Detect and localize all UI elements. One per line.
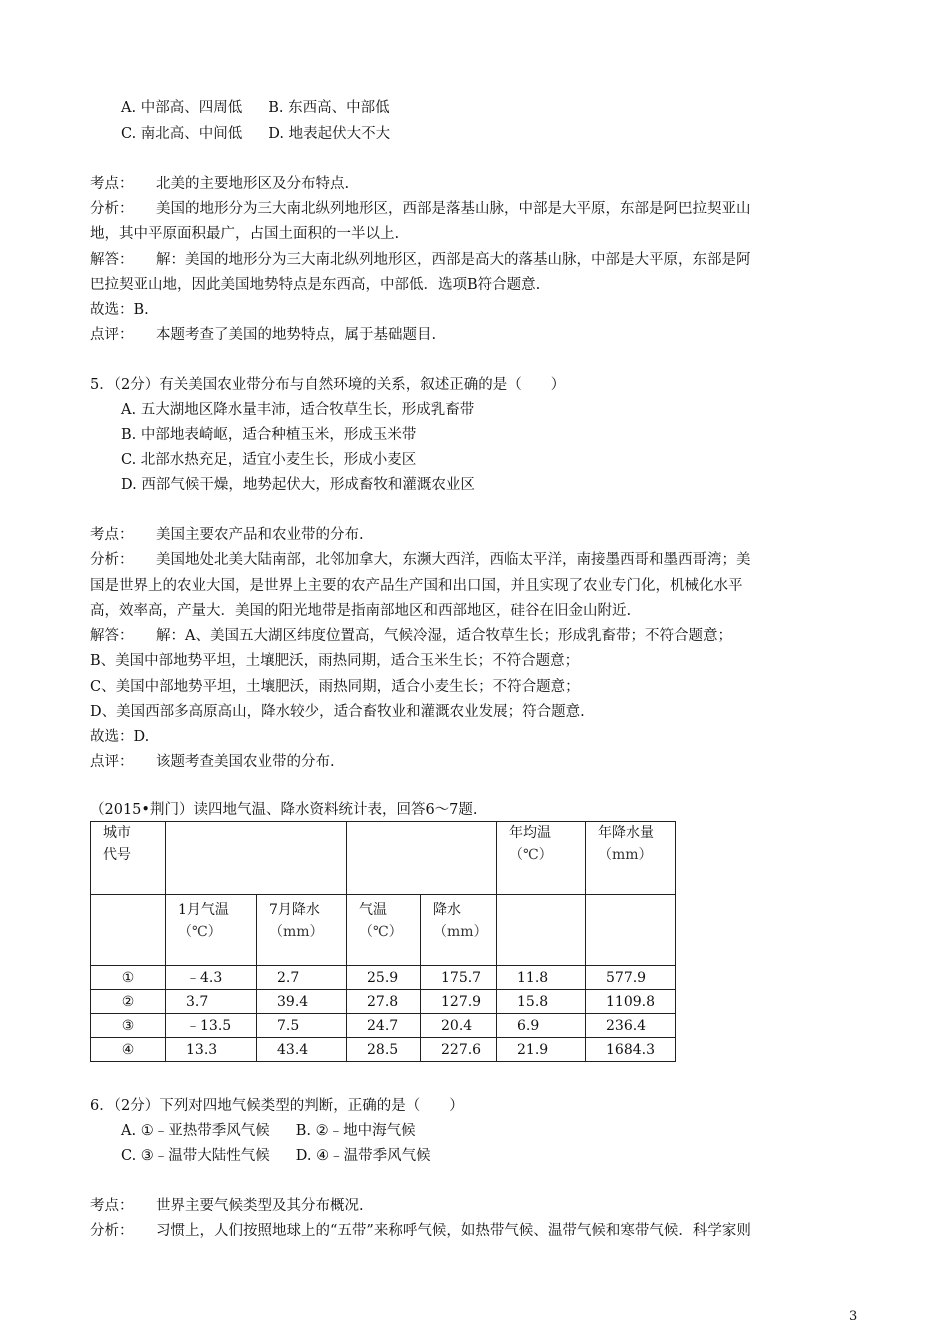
q4-option-row-2 [121, 124, 390, 144]
q6-option-b: B. ②﹣地中海气候 [295, 1123, 416, 1139]
climate-data-table [90, 821, 676, 1062]
table-cell: 2.7 [257, 966, 347, 990]
table-cell: 25.9 [347, 966, 421, 990]
table-row [91, 966, 676, 990]
table-cell: 127.9 [421, 990, 497, 1014]
table-cell: 13.3 [166, 1038, 257, 1062]
q5-option-a: A. 五大湖地区降水量丰沛，适合牧草生长，形成乳畜带 [121, 402, 475, 418]
q5-stem: 5．（2分）有关美国农业带分布与自然环境的关系，叙述正确的是（ ） [90, 377, 566, 393]
q5-option-c: C. 北部水热充足，适宜小麦生长，形成小麦区 [121, 452, 417, 468]
table-header-row [91, 822, 676, 895]
fenxi-label: 分析： [90, 201, 134, 217]
table-cell: 1684.3 [586, 1038, 676, 1062]
q6-option-row-1 [121, 1121, 416, 1141]
header-blank-2 [347, 822, 497, 895]
table-cell: 11.8 [497, 966, 586, 990]
q5-jieda-c: C、美国中部地势平坦，土壤肥沃，雨热同期，适合小麦生长；不符合题意； [90, 679, 580, 695]
table-cell: 27.8 [347, 990, 421, 1014]
q5-option-b: B. 中部地表崎岖，适合种植玉米，形成玉米带 [121, 427, 417, 443]
jieda-label: 解答： [90, 252, 134, 268]
q6-option-row-2 [121, 1146, 431, 1166]
q4-option-b: B. 东西高、中部低 [268, 100, 390, 116]
kaodian-label: 考点： [90, 176, 134, 192]
q4-option-d: D. 地表起伏大不大 [268, 126, 391, 142]
table-cell: ② [91, 990, 166, 1014]
q4-answer: 故选：B. [90, 302, 149, 318]
header-annual-temp: 年均温 （℃） [497, 822, 586, 895]
kaodian-text: 北美的主要地形区及分布特点. [156, 176, 350, 192]
q6-option-d: D. ④﹣温带季风气候 [295, 1148, 431, 1164]
table-subheader-row [91, 895, 676, 966]
q4-option-a: A. 中部高、四周低 [121, 100, 243, 116]
page-number: 3 [849, 1309, 858, 1324]
subheader-blank-3 [586, 895, 676, 966]
table-cell: 6.9 [497, 1014, 586, 1038]
q5-jieda-d: D、美国西部多高原高山，降水较少，适合畜牧业和灌溉农业发展；符合题意. [90, 704, 585, 720]
q6-fenxi [90, 1221, 751, 1241]
kaodian-label: 考点： [90, 1198, 134, 1214]
q4-kaodian [90, 174, 349, 194]
jieda-text: 解：美国的地形分为三大南北纵列地形区，西部是高大的落基山脉，中部是大平原，东部是阿 [156, 252, 751, 268]
table-cell: ③ [91, 1014, 166, 1038]
jieda-label: 解答： [90, 628, 134, 644]
table-cell: 43.4 [257, 1038, 347, 1062]
table-row [91, 1014, 676, 1038]
table-intro: （2015•荆门）读四地气温、降水资料统计表，回答6～7题. [90, 802, 478, 818]
kaodian-label: 考点： [90, 527, 134, 543]
q5-jieda-b: B、美国中部地势平坦，土壤肥沃，雨热同期，适合玉米生长；不符合题意； [90, 653, 580, 669]
fenxi-label: 分析： [90, 1223, 134, 1239]
q4-option-c: C. 南北高、中间低 [121, 126, 243, 142]
table-cell: ﹣13.5 [166, 1014, 257, 1038]
kaodian-text: 世界主要气候类型及其分布概况. [156, 1198, 364, 1214]
q5-jieda [90, 626, 732, 646]
dianping-text: 本题考查了美国的地势特点，属于基础题目. [156, 327, 437, 343]
table-cell: ④ [91, 1038, 166, 1062]
q5-dianping [90, 752, 335, 772]
q4-dianping [90, 325, 436, 345]
table-cell: 28.5 [347, 1038, 421, 1062]
kaodian-text: 美国主要农产品和农业带的分布. [156, 527, 364, 543]
table-cell: 24.7 [347, 1014, 421, 1038]
q5-option-d: D. 西部气候干燥，地势起伏大，形成畜牧和灌溉农业区 [121, 477, 475, 493]
q4-fenxi [90, 199, 751, 219]
q5-fenxi-cont-1: 国是世界上的农业大国，是世界上主要的农产品生产国和出口国，并且实现了农业专门化，机械化水平 [90, 578, 743, 594]
table-row [91, 990, 676, 1014]
subheader-jan-temp: 1月气温 （℃） [166, 895, 257, 966]
subheader-jul-precip: 7月降水 （mm） [257, 895, 347, 966]
table-row [91, 1038, 676, 1062]
q6-option-a: A. ①﹣亚热带季风气候 [121, 1123, 270, 1139]
table-cell: 577.9 [586, 966, 676, 990]
header-city-code: 城市 代号 [91, 822, 166, 895]
fenxi-text: 习惯上，人们按照地球上的“五带”来称呼气候，如热带气候、温带气候和寒带气候．科学家则 [156, 1223, 751, 1239]
q6-kaodian [90, 1196, 364, 1216]
header-annual-precip: 年降水量 （mm） [586, 822, 676, 895]
table-cell: 227.6 [421, 1038, 497, 1062]
table-cell: 7.5 [257, 1014, 347, 1038]
q6-option-c: C. ③﹣温带大陆性气候 [121, 1148, 270, 1164]
fenxi-text: 美国的地形分为三大南北纵列地形区，西部是落基山脉，中部是大平原，东部是阿巴拉契亚山 [156, 201, 751, 217]
dianping-text: 该题考查美国农业带的分布. [156, 754, 335, 770]
table-cell: 21.9 [497, 1038, 586, 1062]
q4-jieda-cont: 巴拉契亚山地，因此美国地势特点是东西高，中部低．选项B符合题意. [90, 277, 541, 293]
q5-answer: 故选：D. [90, 729, 150, 745]
header-blank-1 [166, 822, 347, 895]
table-cell: 1109.8 [586, 990, 676, 1014]
subheader-precip: 降水 （mm） [421, 895, 497, 966]
q4-jieda [90, 250, 751, 270]
q4-option-row-1 [121, 98, 390, 118]
subheader-temp: 气温 （℃） [347, 895, 421, 966]
q5-fenxi-cont-2: 高，效率高，产量大．美国的阳光地带是指南部地区和西部地区，硅谷在旧金山附近. [90, 603, 632, 619]
table-cell: 15.8 [497, 990, 586, 1014]
dianping-label: 点评： [90, 327, 134, 343]
q5-fenxi [90, 550, 751, 570]
fenxi-text: 美国地处北美大陆南部，北邻加拿大，东濒大西洋，西临太平洋，南接墨西哥和墨西哥湾；美 [156, 552, 751, 568]
q6-stem: 6．（2分）下列对四地气候类型的判断，正确的是（ ） [90, 1098, 464, 1114]
subheader-blank-2 [497, 895, 586, 966]
table-cell: 175.7 [421, 966, 497, 990]
table-cell: 236.4 [586, 1014, 676, 1038]
table-cell: ﹣4.3 [166, 966, 257, 990]
table-cell: 39.4 [257, 990, 347, 1014]
dianping-label: 点评： [90, 754, 134, 770]
subheader-blank [91, 895, 166, 966]
fenxi-label: 分析： [90, 552, 134, 568]
table-cell: ① [91, 966, 166, 990]
table-cell: 20.4 [421, 1014, 497, 1038]
q5-kaodian [90, 525, 364, 545]
jieda-text: 解：A、美国五大湖区纬度位置高，气候冷湿，适合牧草生长；形成乳畜带；不符合题意； [156, 628, 732, 644]
q4-fenxi-cont: 地，其中平原面积最广，占国土面积的一半以上. [90, 226, 400, 242]
table-cell: 3.7 [166, 990, 257, 1014]
